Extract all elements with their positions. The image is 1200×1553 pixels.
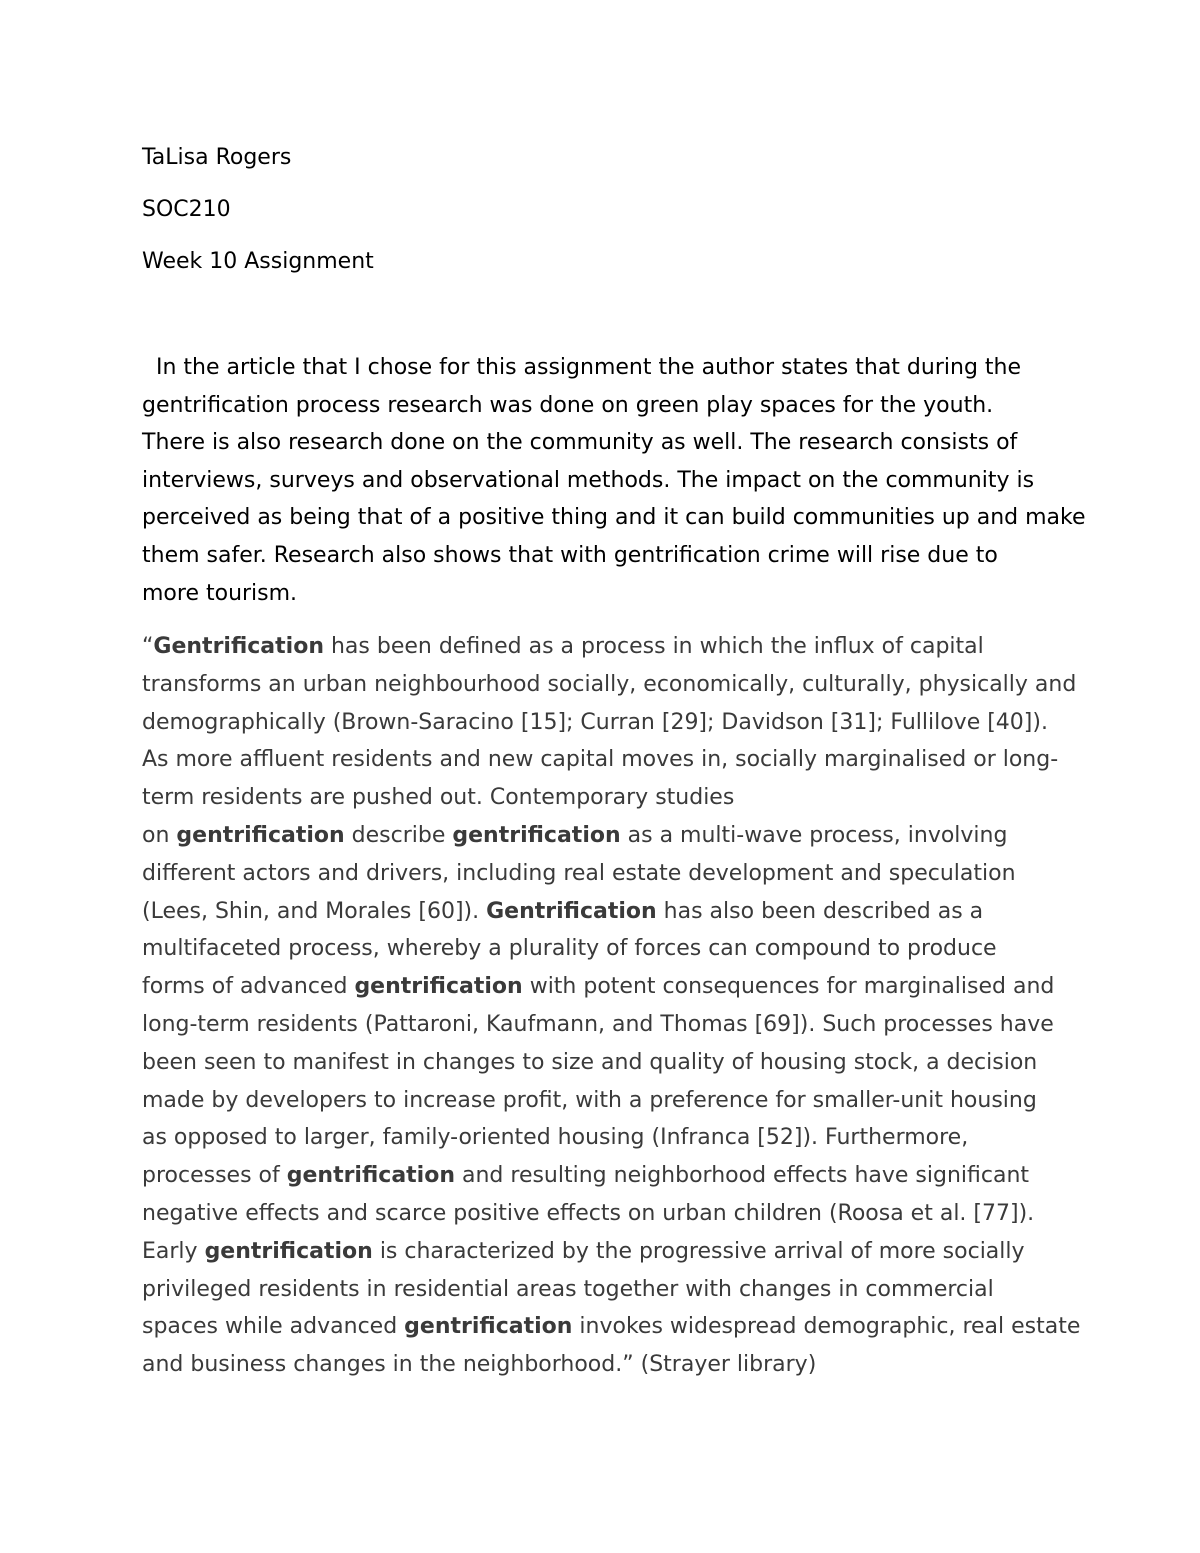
quote-text: processes of [142, 1163, 287, 1189]
course-code: SOC210 [142, 197, 231, 222]
quote-line [142, 1157, 1072, 1195]
keyword-gentrification: Gentrification [486, 898, 657, 924]
quote-text: has been defined as a process in which the influx of capital [323, 634, 984, 659]
keyword-gentrification: gentrification [354, 974, 523, 1000]
intro-paragraph [142, 349, 1086, 612]
quote-line [142, 968, 1072, 1006]
quote-line: demographically (Brown-Saracino [15]; Curran [29]; Davidson [31]; Fullilove [40]). [142, 709, 1048, 735]
assignment-title: Week 10 Assignment [142, 249, 374, 274]
quote-text: is characterized by the progressive arrival of more socially [372, 1238, 1025, 1264]
intro-line: interviews, surveys and observational methods. The impact on the community is [142, 467, 1035, 493]
quote-line: negative effects and scarce positive effects on urban children (Roosa et al. [77]). [142, 1200, 1035, 1226]
quote-line: multifaceted process, whereby a plurality of forces can compound to produce [142, 936, 997, 962]
quote-line [142, 817, 1072, 855]
quote-text: has also been described as a [656, 898, 984, 924]
quote-line: transforms an urban neighbourhood socially, economically, culturally, physically and [142, 671, 1077, 697]
intro-line: perceived as being that of a positive thing and it can build communities up and make [142, 505, 1086, 531]
intro-line: In the article that I chose for this assignment the author states that during the [142, 355, 1022, 380]
quote-line: and business changes in the neighborhood.” (Strayer library) [142, 1352, 817, 1378]
quote-text: forms of advanced [142, 974, 355, 1000]
quote-line: as opposed to larger, family-oriented housing (Infranca [52]). Furthermore, [142, 1125, 969, 1151]
quote-line [142, 1308, 1081, 1346]
keyword-gentrification: gentrification [176, 822, 345, 848]
quote-line: long-term residents (Pattaroni, Kaufmann, and Thomas [69]). Such processes have [142, 1011, 1054, 1037]
quote-line: privileged residents in residential areas together with changes in commercial [142, 1276, 994, 1302]
keyword-gentrification: gentrification [204, 1238, 373, 1264]
quote-text: with potent consequences for marginalised and [522, 974, 1055, 1000]
quote-text: “ [142, 634, 154, 659]
quote-text: Early [142, 1238, 205, 1264]
quote-line: term residents are pushed out. Contemporary studies [142, 785, 735, 811]
keyword-gentrification: gentrification [404, 1314, 573, 1340]
quote-text: on [142, 822, 177, 848]
quote-text: and resulting neighborhood effects have significant [455, 1163, 1030, 1189]
quote-line: different actors and drivers, including real estate development and speculation [142, 860, 1016, 886]
quote-text: invokes widespread demographic, real estate [572, 1314, 1081, 1340]
quote-line [142, 628, 1072, 666]
intro-line: gentrification process research was done on green play spaces for the youth. [142, 392, 994, 418]
quote-text: (Lees, Shin, and Morales [60]). [142, 898, 487, 924]
intro-line: them safer. Research also shows that with gentrification crime will rise due to [142, 542, 998, 568]
keyword-gentrification: gentrification [452, 822, 621, 848]
quote-text: describe [344, 822, 453, 848]
quote-line: made by developers to increase profit, with a preference for smaller-unit housing [142, 1087, 1037, 1113]
keyword-gentrification: gentrification [286, 1163, 455, 1189]
quote-text: spaces while advanced [142, 1314, 405, 1340]
quote-line: As more affluent residents and new capital moves in, socially marginalised or long- [142, 747, 1059, 773]
quote-line [142, 893, 1072, 931]
quote-text: as a multi-wave process, involving [620, 822, 1008, 848]
quote-line [142, 1233, 1072, 1271]
keyword-gentrification: Gentrification [153, 634, 324, 659]
quoted-paragraph [142, 628, 1081, 1384]
intro-line: There is also research done on the community as well. The research consists of [142, 430, 1018, 456]
author-name: TaLisa Rogers [142, 145, 292, 170]
intro-line: more tourism. [142, 580, 298, 606]
quote-line: been seen to manifest in changes to size and quality of housing stock, a decision [142, 1049, 1038, 1075]
